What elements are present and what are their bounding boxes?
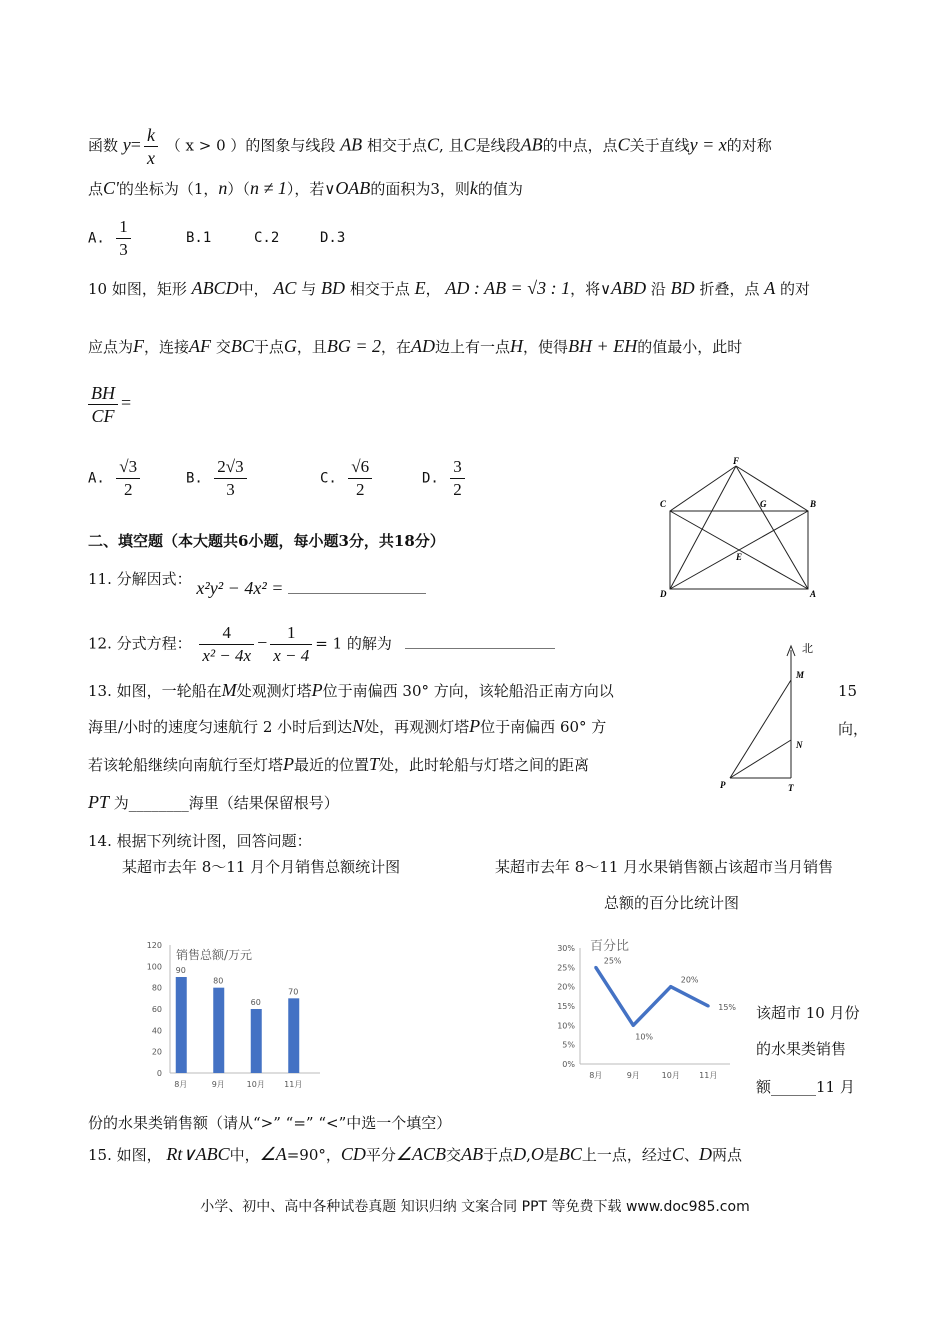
q10-line1 (88, 278, 810, 299)
segment-np (730, 740, 791, 778)
q10-option-a (88, 456, 143, 501)
q14-side-text1: 该超市 10 月份 (756, 1004, 860, 1022)
numerator: 1 (116, 216, 131, 239)
text: 13. 如图，一轮船在 (88, 682, 222, 700)
math-op: − (257, 632, 268, 653)
math-expr: Rt∨ABC (166, 1144, 230, 1164)
math-var: G (283, 336, 297, 356)
y-tick-label: 100 (146, 962, 162, 972)
text: 两点 (711, 1146, 742, 1164)
math-expr: y = x (689, 134, 727, 155)
math-var: AD (411, 336, 436, 356)
text: 关于直线 (629, 136, 690, 155)
math-var: k (469, 178, 478, 198)
math-var: CD (340, 1144, 366, 1164)
math-var: P (283, 754, 295, 774)
q11-line (88, 568, 426, 598)
q9-option-c: C.2 (254, 230, 280, 246)
y-axis-title: 销售总额/万元 (176, 948, 253, 962)
text: 的面积为3，则 (370, 180, 470, 198)
math-expr: x²y² − 4x² = (196, 578, 284, 598)
text: 边上有一点 (435, 338, 511, 356)
text: 位于南偏西 30° 方向，该轮船沿正南方向以 (322, 682, 614, 700)
text: 的中点，点 (542, 136, 618, 155)
numerator: 4 (199, 622, 254, 645)
bar-value-label: 80 (213, 976, 224, 986)
text: 10 如图，矩形 (88, 280, 187, 298)
label-g: G (760, 499, 767, 509)
q10-option-c (320, 456, 375, 501)
denominator: 3 (119, 240, 128, 259)
text: 处，再观测灯塔 (364, 718, 470, 736)
math-var: C (617, 134, 630, 155)
fraction (270, 622, 312, 667)
text: 折叠，点 (699, 280, 760, 298)
math-var: C (671, 1144, 684, 1164)
text: 交 (215, 338, 231, 356)
math-var: D (698, 1144, 712, 1164)
math-var: C' (103, 178, 119, 198)
math-var: AB (340, 134, 363, 155)
text: ，且 (296, 338, 327, 356)
text: 与 (301, 280, 317, 298)
label-b: B (810, 499, 817, 509)
label-n: N (796, 740, 803, 750)
text: 上一点，经过 (581, 1146, 672, 1164)
q13-line2 (88, 716, 606, 737)
fraction (116, 216, 131, 261)
text: 平分 (365, 1146, 396, 1164)
numerator: √6 (348, 456, 372, 479)
fraction (116, 456, 140, 501)
text: ）（ (227, 180, 250, 198)
label-a: A (810, 589, 817, 599)
q13-line4 (88, 792, 339, 813)
label-t: T (788, 783, 794, 793)
math-var: H (510, 336, 524, 356)
text: 沿 (650, 280, 666, 298)
y-tick-label: 80 (151, 983, 162, 993)
math-expr: AD : AB = √3 : 1 (445, 278, 571, 298)
denominator: CF (91, 406, 115, 426)
text: 中， (238, 280, 269, 298)
numerator: 2√3 (214, 456, 246, 479)
text: 最近的位置 (294, 756, 370, 774)
numerator: BH (88, 382, 118, 405)
y-tick-label: 0 (156, 1069, 162, 1078)
data-point (632, 1024, 635, 1027)
option-letter: C. (320, 470, 337, 487)
text: ，使得 (523, 338, 569, 356)
y-tick-label: 60 (151, 1005, 162, 1014)
math-var: D (513, 1144, 527, 1164)
math-var: BC (558, 1144, 582, 1164)
math-var: AC (273, 278, 297, 298)
math-var: E (414, 278, 426, 298)
answer-blank (405, 634, 555, 649)
text: 于点 (483, 1146, 514, 1164)
x-tick-label: 11月 (284, 1080, 303, 1089)
north-label: 北 (802, 642, 813, 655)
x-tick-label: 10月 (661, 1071, 680, 1080)
x-tick-label: 8月 (174, 1080, 188, 1089)
data-label: 20% (680, 975, 699, 985)
text: 为________海里（结果保留根号） (113, 794, 339, 812)
segment-fb (736, 466, 808, 511)
y-tick-label: 20% (557, 982, 575, 992)
label-e: E (736, 552, 743, 562)
math-var: M (221, 680, 237, 700)
text: ，将∨ (570, 280, 612, 298)
q14-side-text3: 额______11 月 (756, 1078, 855, 1096)
denominator: 2 (453, 480, 462, 499)
label-f: F (733, 456, 740, 466)
text: , (526, 1146, 531, 1164)
text: 是 (543, 1146, 559, 1164)
data-label: 25% (603, 956, 622, 966)
label-p: P (720, 780, 726, 790)
math-var: C (426, 134, 439, 155)
line-chart (548, 930, 748, 1090)
text: 点 (88, 180, 104, 198)
math-var: F (133, 336, 145, 356)
text: 若该轮船继续向南航行至灯塔 (88, 756, 284, 774)
q10-line2 (88, 336, 742, 357)
fraction (450, 456, 465, 501)
x-tick-label: 11月 (699, 1071, 718, 1080)
data-label: 10% (635, 1032, 654, 1042)
math-expr: ∠ACB (395, 1144, 447, 1164)
bar (251, 1009, 262, 1073)
x-tick-label: 9月 (626, 1071, 640, 1080)
text: 交 (446, 1146, 462, 1164)
condition: （ x > 0 ） (165, 136, 246, 155)
fraction (199, 622, 254, 667)
bar-value-label: 60 (250, 998, 261, 1007)
q9-line2 (88, 178, 523, 199)
numerator: 3 (450, 456, 465, 479)
page-footer: 小学、初中、高中各种试卷真题 知识归纳 文案合同 PPT 等免费下载 www.doc985.com (200, 1199, 750, 1215)
option-letter: B. (186, 470, 203, 487)
math-var: PT (88, 792, 110, 812)
text: 海里/小时的速度匀速航行 2 小时后到达 (88, 718, 353, 736)
bar (176, 977, 187, 1073)
q13-line3 (88, 754, 589, 775)
text: 函数 (88, 136, 119, 155)
fraction-k-over-x (144, 124, 158, 169)
fraction (348, 456, 372, 501)
math-expr: BG = 2 (326, 336, 382, 356)
y-tick-label: 120 (146, 941, 162, 950)
q9-line1 (88, 124, 772, 169)
text: ， (425, 280, 441, 298)
data-point (594, 966, 597, 969)
text: 位于南偏西 60° 方 (480, 718, 607, 736)
math-var: BC (230, 336, 254, 356)
numerator: 1 (270, 622, 312, 645)
q13-line2-end: 向， (838, 720, 869, 738)
text: 中， (229, 1146, 260, 1164)
math-var: ABD (611, 278, 647, 298)
y-axis-title: 百分比 (590, 939, 630, 954)
text: = 1 的解为 (315, 634, 392, 653)
x-tick-label: 10月 (246, 1080, 265, 1089)
math-var: A (764, 278, 776, 298)
denominator: 3 (226, 480, 235, 499)
segment-fc (670, 466, 736, 511)
text: 的图象与线段 (245, 136, 336, 155)
text: , 且 (439, 136, 464, 155)
math-expr: BH + EH (568, 336, 638, 356)
x-tick-label: 8月 (589, 1071, 603, 1080)
q9-option-b: B.1 (186, 230, 212, 246)
text: 的对称 (726, 136, 772, 155)
math-var: BD (670, 278, 695, 298)
fraction (214, 456, 246, 501)
bar-value-label: 90 (175, 966, 186, 975)
data-label: 15% (718, 1003, 737, 1012)
segment-mp (730, 680, 791, 778)
option-letter: A. (88, 470, 105, 487)
y-tick-label: 20 (151, 1047, 162, 1057)
y-tick-label: 10% (557, 1021, 575, 1031)
chart2-caption: 某超市去年 8～11 月水果销售额占该超市当月销售 (495, 858, 834, 876)
y-tick-label: 30% (557, 944, 575, 953)
math-var: AB (520, 134, 543, 155)
bar (213, 988, 224, 1073)
text: 11. 分解因式： (88, 570, 192, 588)
math-var: T (369, 754, 380, 774)
text: 、 (683, 1146, 699, 1164)
text: 的值为 (477, 180, 523, 198)
q15-line (88, 1144, 742, 1165)
text: ，在 (381, 338, 412, 356)
y-tick-label: 25% (557, 963, 575, 973)
denominator: 2 (123, 480, 133, 499)
text: =90°， (286, 1146, 341, 1164)
q13-line1 (88, 680, 614, 701)
option-letter: A. (88, 230, 105, 247)
denominator: 2 (355, 480, 365, 499)
q13-line1-end: 15 (838, 682, 858, 700)
q10-option-b (186, 456, 250, 501)
denominator: x − 4 (273, 646, 310, 665)
math-var: P (311, 680, 323, 700)
data-point (669, 985, 672, 988)
answer-blank (288, 579, 426, 594)
q10-option-d (422, 456, 468, 501)
text: 处观测灯塔 (236, 682, 312, 700)
math-var: P (469, 716, 481, 736)
text: ，连接 (144, 338, 190, 356)
q10-line3 (88, 382, 131, 427)
y-tick-label: 40 (151, 1026, 162, 1036)
label-d: D (660, 589, 667, 599)
math-var: C (463, 134, 476, 155)
text: 的值最小，此时 (637, 338, 743, 356)
option-letter: D. (422, 470, 439, 487)
x-tick-label: 9月 (211, 1080, 225, 1089)
q9-option-a (88, 216, 134, 261)
y-tick-label: 5% (562, 1040, 575, 1050)
text: 15. 如图， (88, 1146, 162, 1164)
text: ），若∨ (286, 180, 336, 198)
bar-value-label: 70 (288, 987, 299, 997)
math-op: = (130, 134, 141, 155)
y-tick-label: 0% (562, 1060, 575, 1069)
chart1-caption: 某超市去年 8～11 月个月销售总额统计图 (122, 858, 401, 876)
text: 12. 分式方程： (88, 634, 192, 653)
numerator: k (144, 124, 158, 147)
math-var: O (530, 1144, 544, 1164)
label-c: C (660, 499, 667, 509)
math-var: N (352, 716, 365, 736)
chart2-caption-line2: 总额的百分比统计图 (604, 894, 740, 912)
q14-continuation: 份的水果类销售额（请从“>” “=” “<”中选一个填空） (88, 1114, 452, 1132)
bar-chart (130, 936, 350, 1096)
denominator: x (146, 148, 155, 168)
q12-line (88, 622, 555, 667)
math-expr: ∠A (259, 1144, 287, 1164)
segment-af (736, 466, 808, 589)
q13-navigation-figure (712, 636, 832, 796)
text: 应点为 (88, 338, 134, 356)
numerator: √3 (116, 456, 140, 479)
q14-side-text2: 的水果类销售 (756, 1040, 847, 1058)
fraction-bh-over-cf (88, 382, 118, 427)
math-var: AB (461, 1144, 484, 1164)
data-point (707, 1005, 710, 1008)
bar (288, 998, 299, 1073)
text: 的对 (780, 280, 811, 298)
text: 相交于点 (349, 280, 410, 298)
q9-option-d: D.3 (320, 230, 346, 246)
label-m: M (796, 670, 805, 680)
text: 相交于点 (366, 136, 427, 155)
text: 的坐标为（1， (118, 180, 219, 198)
q14-title: 14. 根据下列统计图，回答问题： (88, 832, 312, 850)
text: 处，此时轮船与灯塔之间的距离 (379, 756, 590, 774)
q10-rectangle-figure (650, 452, 830, 602)
text: 是线段 (475, 136, 521, 155)
y-tick-label: 15% (557, 1002, 575, 1011)
math-var: BD (321, 278, 346, 298)
math-var: n (218, 178, 228, 198)
math-var: y (122, 134, 131, 155)
math-op: = (121, 392, 132, 413)
denominator: x² − 4x (202, 646, 252, 665)
math-var: OAB (335, 178, 371, 198)
section-heading: 二、填空题（本大题共6小题，每小题3分，共18分） (88, 532, 445, 550)
math-var: AF (189, 336, 212, 356)
text: 于点 (253, 338, 284, 356)
math-expr: n ≠ 1 (249, 178, 287, 198)
math-var: ABCD (191, 278, 239, 298)
